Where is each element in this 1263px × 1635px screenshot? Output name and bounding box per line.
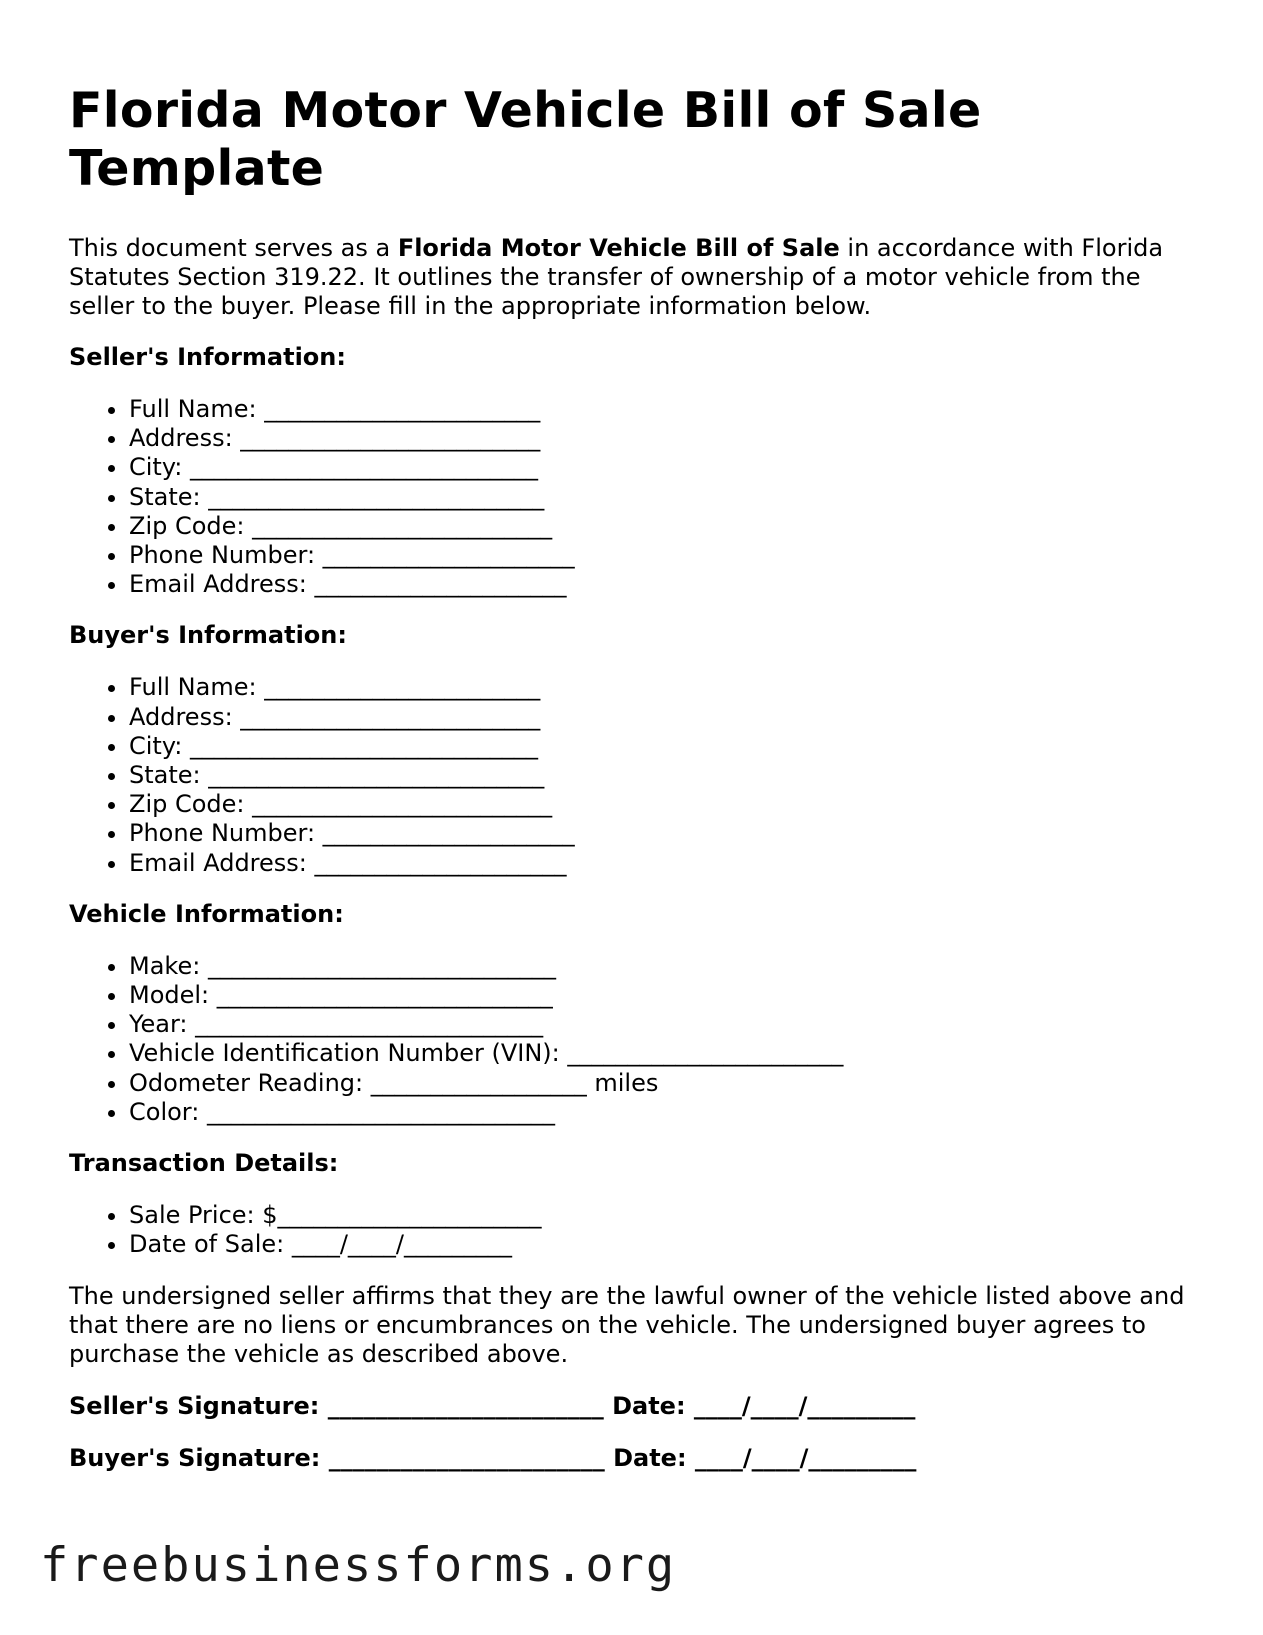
buyer-heading: Buyer's Information: <box>69 621 347 650</box>
seller-phone-field: • Phone Number: _____________________ <box>129 541 1209 570</box>
seller-city-field: • City: _____________________________ <box>129 453 1209 482</box>
buyer-signature-line: Buyer's Signature: _______________________ Date: ____/____/_________ <box>69 1444 917 1473</box>
intro-pre: This document serves as a <box>69 234 398 262</box>
buyer-phone-field: • Phone Number: _____________________ <box>129 819 1209 848</box>
sale-date-field: • Date of Sale: ____/____/_________ <box>129 1230 1209 1259</box>
vehicle-heading: Vehicle Information: <box>69 899 344 928</box>
transaction-heading: Transaction Details: <box>69 1149 339 1178</box>
vehicle-odometer-field: • Odometer Reading: __________________ miles <box>129 1069 1209 1098</box>
buyer-fields <box>69 673 1209 877</box>
vehicle-make-field: • Make: _____________________________ <box>129 952 1209 981</box>
vehicle-year-field: • Year: _____________________________ <box>129 1010 1209 1039</box>
seller-fields <box>69 395 1209 599</box>
seller-zip-field: • Zip Code: _________________________ <box>129 512 1209 541</box>
buyer-full-name-field: • Full Name: _______________________ <box>129 673 1209 702</box>
buyer-address-field: • Address: _________________________ <box>129 703 1209 732</box>
seller-signature-line: Seller's Signature: _______________________ Date: ____/____/_________ <box>69 1392 916 1421</box>
watermark: freebusinessforms.org <box>40 1538 677 1593</box>
vehicle-model-field: • Model: ____________________________ <box>129 981 1209 1010</box>
vehicle-vin-field: • Vehicle Identification Number (VIN): _______________________ <box>129 1039 1209 1068</box>
intro-paragraph <box>69 234 1209 321</box>
seller-heading: Seller's Information: <box>69 343 346 371</box>
buyer-zip-field: • Zip Code: _________________________ <box>129 790 1209 819</box>
buyer-email-field: • Email Address: _____________________ <box>129 849 1209 878</box>
intro-bold: Florida Motor Vehicle Bill of Sale <box>397 234 840 262</box>
seller-full-name-field: • Full Name: _______________________ <box>129 395 1209 424</box>
buyer-state-field: • State: ____________________________ <box>129 761 1209 790</box>
page-title: Florida Motor Vehicle Bill of Sale Template <box>69 82 982 197</box>
vehicle-color-field: • Color: _____________________________ <box>129 1098 1209 1127</box>
seller-email-field: • Email Address: _____________________ <box>129 570 1209 599</box>
buyer-city-field: • City: _____________________________ <box>129 732 1209 761</box>
seller-state-field: • State: ____________________________ <box>129 483 1209 512</box>
document-page <box>69 82 1209 1473</box>
closing-paragraph: The undersigned seller affirms that they are the lawful owner of the vehicle listed above and that there are no liens or encumbrances on the vehicle. The undersigned buyer agrees to purchase the vehicle as described above. <box>69 1282 1185 1369</box>
transaction-fields <box>69 1201 1209 1259</box>
seller-address-field: • Address: _________________________ <box>129 424 1209 453</box>
intro-post: in accordance with Florida Statutes Section 319.22. It outlines the transfer of ownership of a motor vehicle from the seller to the buyer. Please fill in the appropriate information below. <box>69 234 1164 320</box>
vehicle-fields <box>69 952 1209 1127</box>
sale-price-field: • Sale Price: $______________________ <box>129 1201 1209 1230</box>
